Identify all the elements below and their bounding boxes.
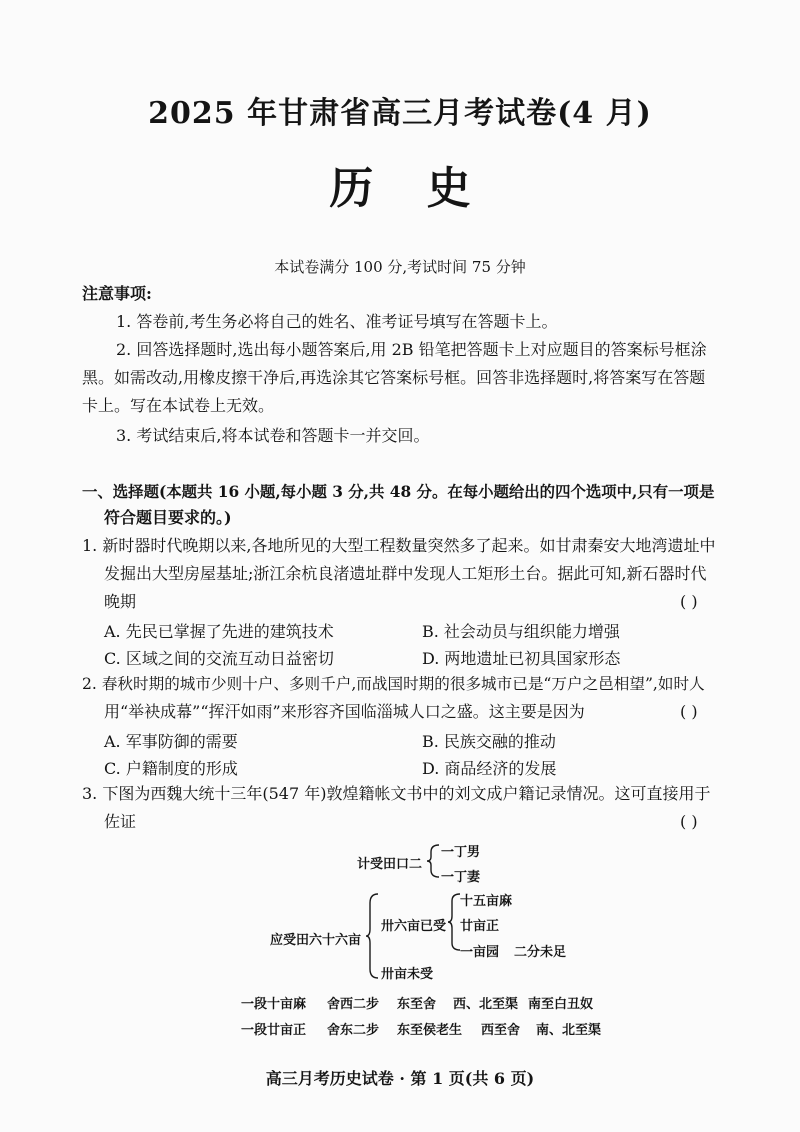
notice-heading: 注意事项: [82,284,152,303]
plot-row-2-east: 东至侯老生 [397,1023,463,1038]
q1-stem-line-1: 1. 新时器时代晚期以来,各地所见的大型工程数量突然多了起来。如甘肃秦安大地湾遗址中 [82,536,716,555]
q3-answer-paren: ( ) [680,812,698,831]
diagram-ding-male: 一丁男 [441,845,481,860]
q1-option-d: D. 两地遗址已初具国家形态 [422,649,621,668]
diagram-yingshou: 应受田六十六亩 [270,933,362,948]
brace-jishou [427,844,441,878]
diagram-yuan: 一亩园 [460,945,500,960]
q1-stem-line-2: 发掘出大型房屋基址;浙江余杭良渚遗址群中发现人工矩形土台。据此可知,新石器时代 [104,564,707,583]
diagram-ma: 十五亩麻 [460,894,513,909]
plot-row-1-east: 东至舍 [397,997,437,1012]
diagram-jishou: 计受田口二 [357,857,423,872]
notice-item-1: 1. 答卷前,考生务必将自己的姓名、准考证号填写在答题卡上。 [116,312,558,331]
plot-row-2-loc: 舍东二步 [327,1023,380,1038]
q2-option-b: B. 民族交融的推动 [422,732,556,751]
q1-option-b: B. 社会动员与组织能力增强 [422,622,620,641]
plot-row-1-loc: 舍西二步 [327,997,380,1012]
notice-item-2-cont2: 卡上。写在本试卷上无效。 [82,396,275,415]
plot-row-1-name: 一段十亩麻 [241,997,307,1012]
q2-option-d: D. 商品经济的发展 [422,759,557,778]
q2-answer-paren: ( ) [680,702,698,721]
exam-meta: 本试卷满分 100 分,考试时间 75 分钟 [274,258,526,276]
q3-stem-line-1: 3. 下图为西魏大统十三年(547 年)敦煌籍帐文书中的刘文成户籍记录情况。这可直接用于 [82,784,711,803]
q1-option-a: A. 先民已掌握了先进的建筑技术 [104,622,334,641]
plot-row-2-name: 一段廿亩正 [241,1023,307,1038]
exam-title: 2025 年甘肃省高三月考试卷(4 月) [148,96,652,131]
q1-answer-paren: ( ) [680,592,698,611]
diagram-weizu: 二分未足 [514,945,567,960]
brace-yingshou [366,893,380,979]
plot-row-2-southnorth: 南、北至渠 [536,1023,602,1038]
section-heading-cont: 符合题目要求的。) [104,508,232,527]
plot-row-1-south: 南至白丑奴 [528,997,594,1012]
page-footer: 高三月考历史试卷 · 第 1 页(共 6 页) [265,1069,535,1088]
diagram-zheng: 廿亩正 [460,919,500,934]
diagram-weishou: 卅亩未受 [381,967,434,982]
notice-item-2-cont: 黑。如需改动,用橡皮擦干净后,再选涂其它答案标号框。回答非选择题时,将答案写在答题 [82,368,706,387]
q2-option-c: C. 户籍制度的形成 [104,759,238,778]
notice-item-3: 3. 考试结束后,将本试卷和答题卡一并交回。 [116,426,430,445]
plot-row-2-west: 西至舍 [481,1023,521,1038]
q1-option-c: C. 区域之间的交流互动日益密切 [104,649,334,668]
plot-row-1-westnorth: 西、北至渠 [453,997,519,1012]
q2-stem-line-1: 2. 春秋时期的城市少则十户、多则千户,而战国时期的很多城市已是“万户之邑相望”,如时人 [82,675,705,693]
diagram-yishou: 卅六亩已受 [381,919,447,934]
subject-title: 历 史 [329,163,471,214]
q1-stem-line-3: 晚期 [104,592,137,611]
notice-item-2: 2. 回答选择题时,选出每小题答案后,用 2B 铅笔把答题卡上对应题目的答案标号框涂 [116,340,707,359]
diagram-ding-female: 一丁妻 [441,870,481,885]
q3-stem-line-2: 佐证 [104,812,137,831]
q2-stem-line-2: 用“举袂成幕”“挥汗如雨”来形容齐国临淄城人口之盛。这主要是因为 [104,702,585,721]
section-heading: 一、选择题(本题共 16 小题,每小题 3 分,共 48 分。在每小题给出的四个选项中,只有一项是 [82,483,715,501]
q2-option-a: A. 军事防御的需要 [104,732,238,751]
